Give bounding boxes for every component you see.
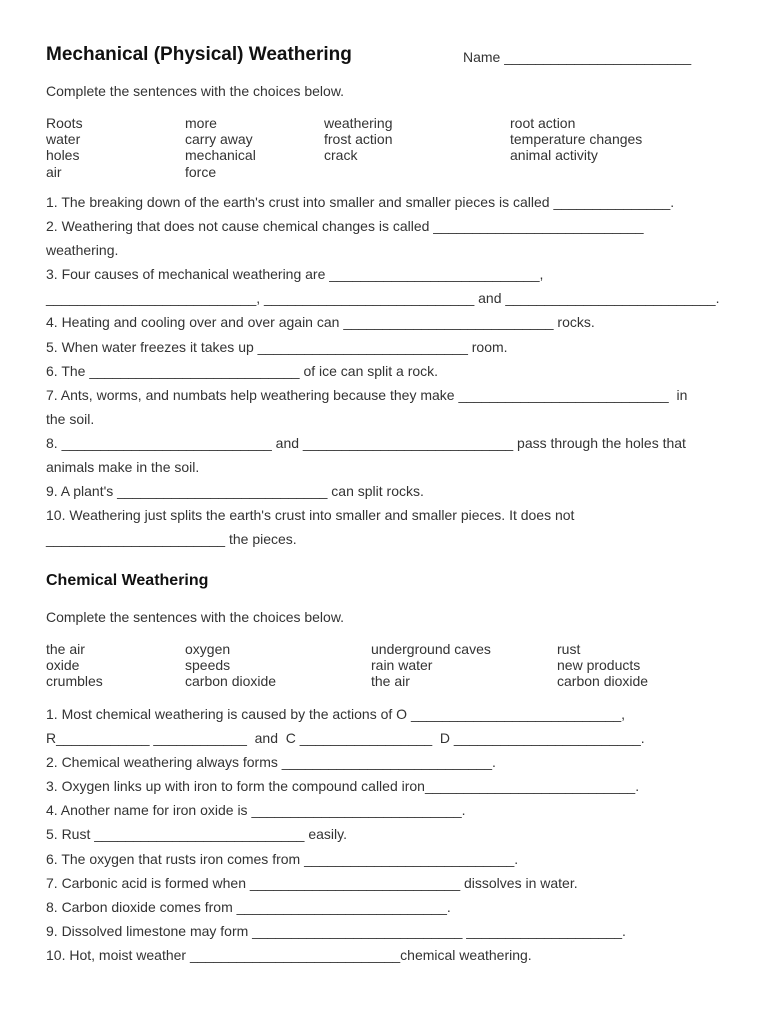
word-choice: rain water: [371, 657, 433, 674]
question-line: R____________ ____________ and C _________________ D ________________________.: [46, 730, 645, 747]
question-line: 1. The breaking down of the earth's crust into smaller and smaller pieces is called _______________.: [46, 194, 675, 210]
word-choice: the air: [371, 673, 410, 690]
question-line: 9. A plant's ___________________________ can split rocks.: [46, 483, 424, 500]
question: [46, 431, 721, 479]
question-line: ___________________________, ___________________________ and ___________________________.: [46, 290, 720, 307]
question-line: 5. When water freezes it takes up ___________________________ room.: [46, 338, 508, 355]
question-line: 2. Weathering that does not cause chemical changes is called ___________________________: [46, 218, 644, 235]
chemical-questions: [46, 702, 721, 967]
question: [46, 479, 721, 503]
word-choice: carbon dioxide: [185, 673, 277, 690]
question: [46, 310, 721, 334]
word-bank-column: [46, 641, 103, 690]
word-choice: root action: [510, 115, 576, 131]
question-line: 3. Oxygen links up with iron to form the compound called iron___________________________.: [46, 778, 640, 795]
word-bank-column: [324, 115, 393, 164]
chemical-instructions: Complete the sentences with the choices below.: [46, 609, 345, 625]
question-line: 8. ___________________________ and ___________________________ pass through the holes that: [46, 434, 686, 451]
word-bank-column: [557, 641, 648, 690]
question-line: animals make in the soil.: [46, 459, 200, 476]
question: [46, 943, 721, 967]
word-choice: the air: [46, 641, 85, 657]
question: [46, 214, 721, 262]
question-line: weathering.: [46, 242, 119, 259]
word-choice: carry away: [185, 131, 253, 148]
word-choice: crumbles: [46, 673, 103, 690]
word-choice: holes: [46, 147, 80, 164]
question: [46, 262, 721, 310]
word-choice: new products: [557, 657, 641, 674]
name-field: Name ________________________: [463, 49, 692, 65]
question: [46, 190, 721, 214]
question: [46, 726, 721, 750]
question-line: 7. Carbonic acid is formed when ___________________________ dissolves in water.: [46, 874, 578, 891]
word-bank-column: [185, 641, 276, 690]
question-line: 5. Rust ___________________________ easily.: [46, 826, 347, 843]
word-choice: temperature changes: [510, 131, 643, 148]
question-line: 10. Weathering just splits the earth's crust into smaller and smaller pieces. It does not: [46, 507, 575, 524]
word-bank-column: [371, 641, 491, 690]
question: [46, 750, 721, 774]
question-line: 4. Another name for iron oxide is ___________________________.: [46, 802, 466, 819]
question: [46, 503, 721, 551]
word-choice: underground caves: [371, 641, 491, 657]
question-line: _______________________ the pieces.: [46, 531, 297, 548]
question: [46, 822, 721, 846]
word-choice: mechanical: [185, 147, 256, 164]
word-choice: frost action: [324, 131, 393, 148]
word-choice: carbon dioxide: [557, 673, 649, 690]
question: [46, 774, 721, 798]
question-line: 6. The oxygen that rusts iron comes from ___________________________.: [46, 850, 519, 867]
word-bank-column: [185, 115, 256, 180]
question-line: 3. Four causes of mechanical weathering are ___________________________,: [46, 266, 544, 283]
word-choice: Roots: [46, 115, 83, 131]
mechanical-questions: [46, 190, 721, 551]
question: [46, 919, 721, 943]
word-choice: force: [185, 163, 217, 180]
word-choice: weathering: [324, 115, 393, 131]
question-line: 8. Carbon dioxide comes from ___________________________.: [46, 898, 451, 915]
question: [46, 702, 721, 726]
question-line: 9. Dissolved limestone may form ___________________________ ____________________.: [46, 922, 626, 939]
word-choice: air: [46, 163, 62, 180]
question-line: 6. The ___________________________ of ice can split a rock.: [46, 362, 439, 379]
word-choice: oxide: [46, 657, 80, 674]
word-choice: animal activity: [510, 147, 598, 164]
question-line: 7. Ants, worms, and numbats help weathering because they make ___________________________ in: [46, 386, 688, 403]
question: [46, 798, 721, 822]
question: [46, 383, 721, 431]
question-line: the soil.: [46, 410, 95, 427]
mechanical-instructions: Complete the sentences with the choices below.: [46, 83, 345, 99]
word-choice: speeds: [185, 657, 231, 674]
section-title: Chemical Weathering: [46, 572, 209, 589]
question-line: 4. Heating and cooling over and over again can ___________________________ rocks.: [46, 314, 595, 331]
question: [46, 335, 721, 359]
page-title: Mechanical (Physical) Weathering: [46, 44, 352, 65]
question-line: 2. Chemical weathering always forms ___________________________.: [46, 754, 496, 771]
question-line: 10. Hot, moist weather ___________________________chemical weathering.: [46, 946, 532, 963]
word-bank-column: [510, 115, 642, 164]
question: [46, 895, 721, 919]
word-choice: rust: [557, 641, 581, 657]
question: [46, 847, 721, 871]
question-line: 1. Most chemical weathering is caused by the actions of O ___________________________,: [46, 706, 626, 722]
word-bank-column: [46, 115, 83, 180]
word-choice: oxygen: [185, 641, 231, 657]
question: [46, 871, 721, 895]
word-choice: water: [46, 131, 81, 148]
word-choice: crack: [324, 147, 358, 164]
question: [46, 359, 721, 383]
word-choice: more: [185, 115, 217, 131]
